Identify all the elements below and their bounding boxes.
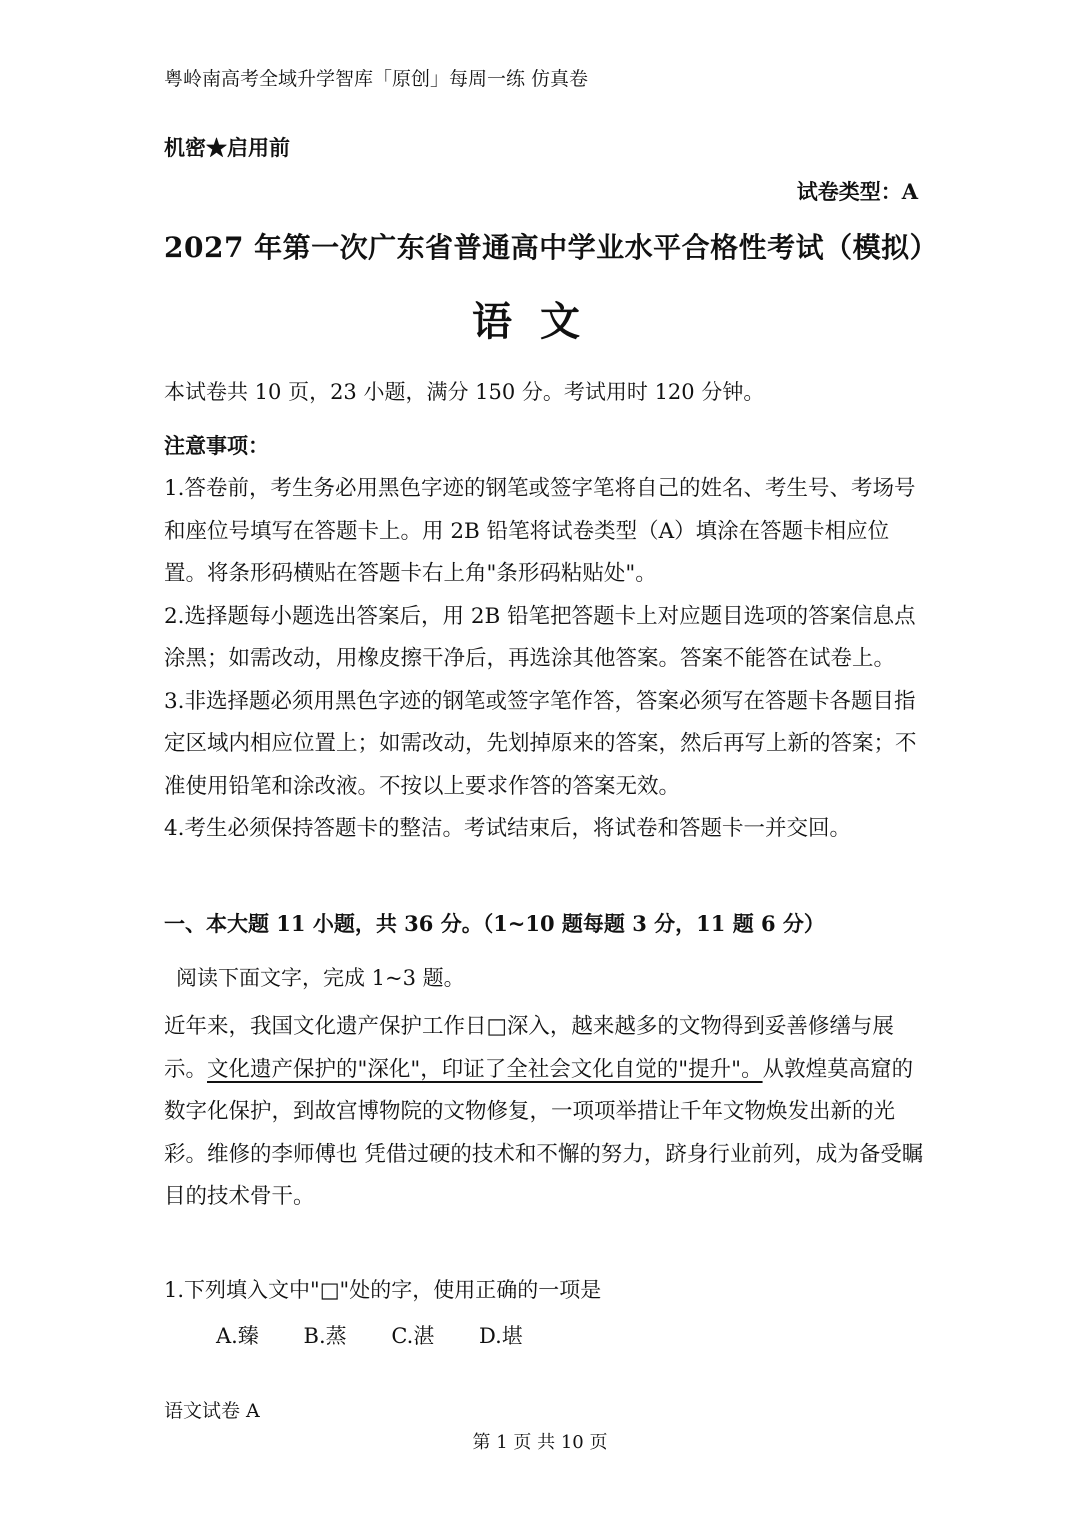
option-d: D.堪 (479, 1324, 523, 1348)
notes-list (164, 468, 924, 851)
passage-text-1: 近年来，我国文化遗产保护工作日□深入，越来越多的文物得到妥善修缮与展示。 (164, 1014, 894, 1082)
passage-underlined-sentence: 文化遗产保护的"深化"，印证了全社会文化自觉的"提升"。 (207, 1056, 763, 1082)
exam-title: 2027 年第一次广东省普通高中学业水平合格性考试（模拟） (164, 231, 939, 264)
reading-instruction: 阅读下面文字，完成 1~3 题。 (176, 966, 465, 990)
notes-heading: 注意事项： (164, 433, 269, 458)
paper-label: 语文试卷 A (164, 1400, 260, 1422)
reading-passage (164, 1006, 924, 1219)
exam-info: 本试卷共 10 页，23 小题，满分 150 分。考试用时 120 分钟。 (164, 380, 765, 404)
section-heading: 一、本大题 11 小题，共 36 分。（1~10 题每题 3 分，11 题 6 分） (164, 911, 825, 936)
paper-type-label: 试卷类型：A (796, 179, 918, 204)
page-number: 第 1 页 共 10 页 (472, 1432, 608, 1453)
note-item-4: 4.考生必须保持答题卡的整洁。考试结束后，将试卷和答题卡一并交回。 (164, 816, 852, 841)
question-1-options (216, 1320, 561, 1350)
passage-text-2: 从敦煌莫高窟的数字化保护，到故宫博物院的文物修复，一项项举措让千年文物焕发出新的光彩。维修的李师傅也 凭借过硬的技术和不懈的努力，跻身行业前列，成为备受瞩目的技术骨干。 (164, 1056, 924, 1209)
question-1-stem: 1.下列填入文中"□"处的字，使用正确的一项是 (164, 1278, 602, 1302)
note-item-1: 1.答卷前，考生务必用黑色字迹的钢笔或签字笔将自己的姓名、考生号、考场号和座位号填写在答题卡上。用 2B 铅笔将试卷类型（A）填涂在答题卡相应位置。将条形码横贴在答题卡右上角"条形码粘贴处"。 (164, 476, 916, 586)
option-b: B.蒸 (303, 1324, 347, 1348)
subject-title: 语文 (472, 298, 608, 345)
option-c: C.湛 (391, 1324, 435, 1348)
option-a: A.臻 (216, 1324, 259, 1348)
source-header: 粤岭南高考全域升学智库「原创」每周一练 仿真卷 (164, 68, 589, 90)
note-item-2: 2.选择题每小题选出答案后，用 2B 铅笔把答题卡上对应题目选项的答案信息点涂黑；如需改动，用橡皮擦干净后，再选涂其他答案。答案不能答在试卷上。 (164, 603, 916, 671)
note-item-3: 3.非选择题必须用黑色字迹的钢笔或签字笔作答，答案必须写在答题卡各题目指定区域内相应位置上；如需改动，先划掉原来的答案，然后再写上新的答案；不准使用铅笔和涂改液。不按以上要求作答的答案无效。 (164, 688, 917, 799)
secret-mark: 机密★启用前 (164, 135, 290, 160)
